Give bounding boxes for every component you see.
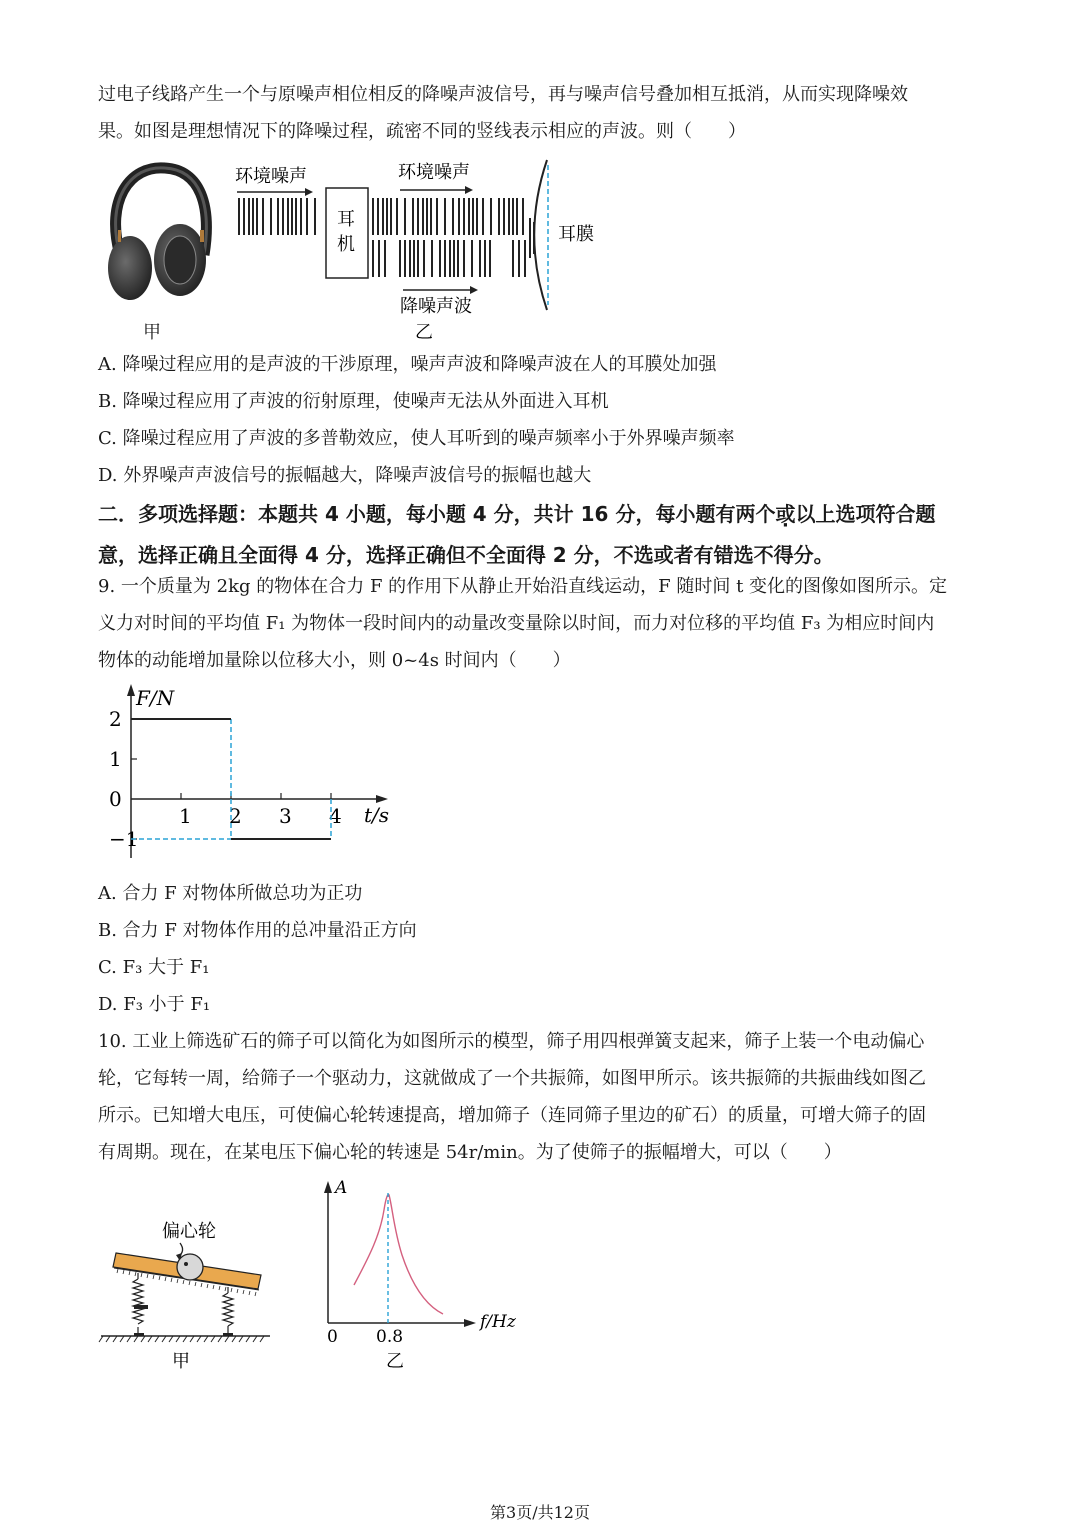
noise-cancel-diagram: [225, 150, 625, 345]
q8-option-b: B. 降噪过程应用了声波的衍射原理，使噪声无法从外面进入耳机: [98, 391, 609, 412]
q9-option-a: A. 合力 F 对物体所做总功为正功: [98, 883, 363, 904]
q9-option-d: D. F₃ 小于 F₁: [98, 994, 211, 1015]
label-ambient-noise-left: 环境噪声: [235, 166, 307, 187]
chart2-tick-peak: 0.8: [376, 1327, 404, 1347]
label-headphone-1: 耳: [337, 209, 355, 230]
chart1-y-tick-label: −1: [109, 827, 139, 851]
chart1-x-tick-label: 4: [329, 804, 342, 828]
chart1-x-tick-label: 1: [179, 804, 192, 828]
caption-yi-q10: 乙: [386, 1351, 404, 1372]
resonance-curve: [354, 1195, 443, 1314]
label-ambient-noise-right: 环境噪声: [398, 162, 470, 183]
q9-text-line-1: 9. 一个质量为 2kg 的物体在合力 F 的作用下从静止开始沿直线运动，F 随时间 t 变化的图像如图所示。定: [98, 576, 948, 597]
chart1-x-tick-label: 2: [229, 804, 242, 828]
q8-option-c: C. 降噪过程应用了声波的多普勒效应，使人耳听到的噪声频率小于外界噪声频率: [98, 428, 735, 449]
q9-option-c: C. F₃ 大于 F₁: [98, 957, 210, 978]
q9-text-line-2: 义力对时间的平均值 F₁ 为物体一段时间内的动量改变量除以时间，而力对位移的平均值 F₃ 为相应时间内: [98, 613, 935, 634]
headphone-image: [100, 160, 215, 305]
q8-text-line-1: 过电子线路产生一个与原噪声相位相反的降噪声波信号，再与噪声信号叠加相互抵消，从而实现降噪效: [98, 84, 908, 105]
force-time-chart: [98, 680, 408, 860]
spring-right: [223, 1287, 233, 1333]
ambient-wave-left: [239, 198, 315, 235]
q10-text-line-2: 轮，它每转一周，给筛子一个驱动力，这就做成了一个共振筛，如图甲所示。该共振筛的共振曲线如图乙: [98, 1068, 926, 1089]
chart1-x-arrow: [376, 795, 388, 803]
section2-heading-line-2: 意，选择正确且全面得 4 分，选择正确但不全面得 2 分，不选或者有错选不得分。: [98, 543, 834, 567]
chart1-x-tick-label: 3: [279, 804, 292, 828]
caption-jia-q8: 甲: [143, 322, 161, 343]
chart1-y-label: F/N: [136, 686, 175, 710]
spring-left: [133, 1273, 143, 1333]
chart1-y-arrow: [127, 684, 135, 696]
resonant-sieve-figure: [98, 1215, 278, 1375]
eccentric-wheel: [177, 1254, 203, 1280]
headphone-box: [326, 188, 368, 278]
q10-text-line-4: 有周期。现在，在某电压下偏心轮的转速是 54r/min。为了使筛子的振幅增大，可以（ ）: [98, 1142, 842, 1163]
dotted-emphasis: 两个或以上 ·: [735, 502, 835, 526]
label-headphone-2: 机: [337, 234, 355, 255]
caption-jia-q10: 甲: [172, 1351, 190, 1372]
section2-heading-line-1: 二．多项选择题：本题共 4 小题，每小题 4 分，共计 16 分，每小题有两个或以上 ·选项符合题: [98, 500, 935, 528]
chart2-x-label: f/Hz: [480, 1312, 516, 1332]
q9-text-line-3: 物体的动能增加量除以位移大小，则 0~4s 时间内（ ）: [98, 650, 571, 671]
label-anti-noise: 降噪声波: [400, 296, 472, 317]
chart2-tick-origin: 0: [327, 1327, 338, 1347]
q10-text-line-1: 10. 工业上筛选矿石的筛子可以简化为如图所示的模型，筛子用四根弹簧支起来，筛子上装一个电动偏心: [98, 1031, 925, 1052]
q8-option-a: A. 降噪过程应用的是声波的干涉原理，噪声声波和降噪声波在人的耳膜处加强: [98, 354, 717, 375]
q8-option-d: D. 外界噪声声波信号的振幅越大，降噪声波信号的振幅也越大: [98, 465, 592, 486]
chart2-y-label: A: [335, 1178, 348, 1198]
chart1-y-ticks: [109, 707, 138, 851]
resonance-curve-chart: [310, 1175, 540, 1375]
chart1-y-tick-label: 1: [109, 747, 122, 771]
label-eccentric-wheel: 偏心轮: [162, 1221, 216, 1242]
eardrum-curve: [534, 160, 547, 310]
chart1-y-tick-label: 2: [109, 707, 122, 731]
caption-yi-q8: 乙: [415, 322, 433, 343]
page-number: 第3页/共12页: [490, 1503, 590, 1522]
q9-option-b: B. 合力 F 对物体作用的总冲量沿正方向: [98, 920, 417, 941]
chart1-y-tick-label: 0: [109, 787, 122, 811]
chart1-x-label: t/s: [364, 803, 390, 827]
ambient-wave-right: [373, 198, 523, 235]
label-eardrum: 耳膜: [558, 224, 594, 245]
q8-text-line-2: 果。如图是理想情况下的降噪过程，疏密不同的竖线表示相应的声波。则（ ）: [98, 121, 746, 142]
anti-noise-wave: [373, 240, 525, 277]
q10-text-line-3: 所示。已知增大电压，可使偏心轮转速提高，增加筛子（连同筛子里边的矿石）的质量，可增大筛子的固: [98, 1105, 926, 1126]
